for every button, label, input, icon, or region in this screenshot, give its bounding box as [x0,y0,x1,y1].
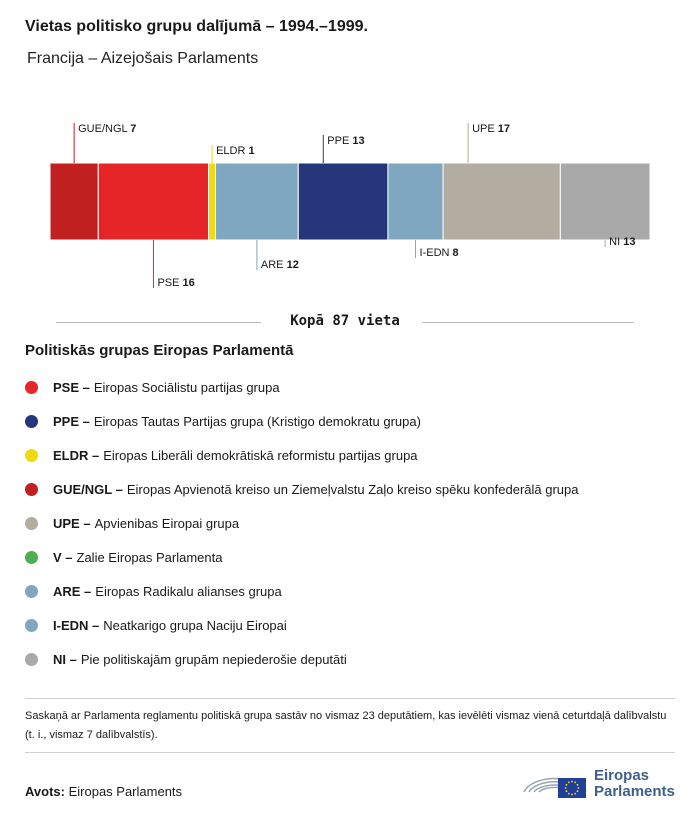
source-line [25,784,182,799]
parliament-emblem-icon [520,762,590,804]
bar-segment-ni [560,163,650,240]
legend-abbreviation: ELDR – [53,447,100,463]
legend-item-guengl [25,472,578,506]
legend-color-dot [25,483,38,496]
chart-title: Vietas politisko grupu dalījumā – 1994.–1999. [25,18,368,35]
legend-color-dot [25,585,38,598]
legend-abbreviation: UPE – [53,515,91,531]
legend-item-are [25,574,578,608]
segment-label-iedn: I-EDN 8 [419,247,459,259]
segment-label-guengl: GUE/NGL 7 [78,123,137,135]
legend-color-dot [25,517,38,530]
legend-item-iedn [25,608,578,642]
segment-label-ppe: PPE 13 [327,135,365,147]
legend-group-name: Apvienibas Eiropai grupa [94,515,240,531]
bar-segment-guengl [50,163,98,240]
bar-segment-upe [443,163,560,240]
legend-abbreviation: I-EDN – [53,617,100,633]
legend-item-v [25,540,578,574]
bar-segment-iedn [388,163,443,240]
total-seats-label: Kopā 87 vieta [290,313,400,329]
legend-abbreviation: ARE – [53,583,92,599]
legend-group-name: Zalie Eiropas Parlamenta [76,549,223,565]
segment-label-eldr: ELDR 1 [216,145,255,157]
segment-label-upe: UPE 17 [472,123,511,135]
bar-segment-are [216,163,299,240]
legend-group-name: Neatkarigo grupa Naciju Eiropai [103,617,287,633]
legend-item-pse [25,370,578,404]
legend [25,370,578,676]
segment-label-are: ARE 12 [260,259,299,271]
total-divider-right [422,322,634,323]
footer-note: Saskaņā ar Parlamenta reglamentu politiskā grupa sastāv no vismaz 23 deputātiem, kas ievēlēti vismaz vienā ceturtdaļā dalībvalstu (t. i., vismaz 7 dalībvalstīs). [25,710,667,741]
logo-wordmark [594,768,675,800]
legend-color-dot [25,381,38,394]
legend-item-eldr [25,438,578,472]
footer-divider-bottom [25,752,675,753]
stacked-bar-chart [0,110,700,300]
legend-abbreviation: V – [53,549,73,565]
legend-title: Politiskās grupas Eiropas Parlamentā [25,342,294,359]
legend-color-dot [25,653,38,666]
total-seats-row [56,312,634,332]
bar-segment-ppe [298,163,388,240]
legend-group-name: Eiropas Tautas Partijas grupa (Kristigo demokratu grupa) [93,413,421,429]
segment-label-ni: NI 13 [609,236,636,248]
legend-color-dot [25,619,38,632]
chart-subtitle: Francija – Aizejošais Parlaments [27,50,259,67]
legend-group-name: Eiropas Radikalu alianses grupa [95,583,282,599]
legend-color-dot [25,415,38,428]
source-value: Eiropas Parlaments [68,784,183,799]
source-label: Avots: [25,784,65,799]
legend-group-name: Eiropas Apvienotā kreiso un Ziemeļvalstu Zaļo kreiso spēku konfederālā grupa [126,481,579,497]
segment-label-pse: PSE 16 [157,277,195,289]
logo-line-2: Parlaments [594,783,675,800]
legend-color-dot [25,449,38,462]
bar-segment-eldr [209,163,216,240]
legend-abbreviation: PSE – [53,379,90,395]
legend-item-ni [25,642,578,676]
logo-line-1: Eiropas [594,767,650,784]
legend-abbreviation: PPE – [53,413,90,429]
legend-group-name: Eiropas Liberāli demokrātiskā reformistu partijas grupa [103,447,418,463]
legend-abbreviation: GUE/NGL – [53,481,123,497]
legend-abbreviation: NI – [53,651,77,667]
legend-color-dot [25,551,38,564]
bar-segment-pse [98,163,208,240]
legend-item-upe [25,506,578,540]
legend-group-name: Eiropas Sociālistu partijas grupa [93,379,280,395]
legend-group-name: Pie politiskajām grupām nepiederošie deputāti [80,651,347,667]
footer-divider-top [25,698,675,699]
legend-item-ppe [25,404,578,438]
european-parliament-logo[interactable] [520,762,680,804]
